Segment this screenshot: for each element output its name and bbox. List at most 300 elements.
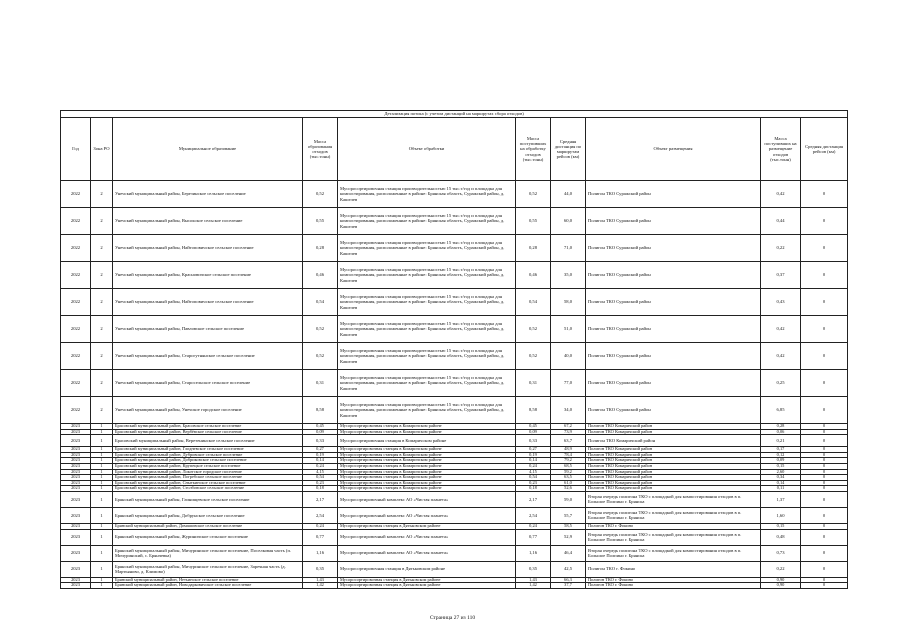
cell-avg-distance-km: 0	[801, 463, 848, 469]
cell-avg-distance-route: 55,7	[551, 507, 586, 523]
cell-avg-distance-route: 48,9	[551, 447, 586, 453]
cell-avg-distance-km: 0	[801, 316, 848, 343]
cell-mass-to-placement: 0,44	[761, 208, 801, 235]
header-mass-to-placement: Масса поступивших на размещение отходов (тыс.тонн)	[761, 118, 801, 181]
cell-mass-generated: 1,43	[303, 577, 338, 583]
table-row	[61, 529, 848, 545]
cell-municipality: Брянский муниципальный район, Добрунское сельское поселение	[113, 507, 303, 523]
cell-mass-to-placement: 1,60	[761, 507, 801, 523]
cell-avg-distance-route: 58,0	[551, 289, 586, 316]
cell-avg-distance-route: 59,2	[551, 469, 586, 475]
cell-avg-distance-route: 58,5	[551, 523, 586, 529]
cell-mass-generated: 0,77	[303, 529, 338, 545]
cell-mass-generated: 0,52	[303, 181, 338, 208]
cell-year: 2022	[61, 397, 91, 424]
cell-avg-distance-km: 0	[801, 208, 848, 235]
cell-mass-generated: 0,14	[303, 458, 338, 464]
cell-mass-to-placement: 0,73	[761, 545, 801, 561]
cell-zone: 2	[91, 370, 113, 397]
cell-placement-object: Полигон ТКО Комаричский район	[586, 447, 761, 453]
cell-mass-to-processing: 0,18	[516, 486, 551, 492]
cell-placement-object: Полигон ТКО Комаричский район	[586, 486, 761, 492]
cell-mass-generated: 0,27	[303, 447, 338, 453]
cell-mass-to-processing: 0,23	[516, 480, 551, 486]
cell-processing-object: Мусоросортировочная станция в Комаричском районе	[338, 463, 516, 469]
cell-year: 2022	[61, 235, 91, 262]
cell-mass-to-processing: 0,54	[516, 289, 551, 316]
cell-avg-distance-route: 60,0	[551, 208, 586, 235]
cell-year: 2023	[61, 429, 91, 435]
table-row	[61, 208, 848, 235]
cell-processing-object: Мусоросортировочная станция в Комаричском районе	[338, 424, 516, 430]
cell-avg-distance-km: 0	[801, 289, 848, 316]
cell-municipality: Брасовский муниципальный район, Веретенинское сельское поселение	[113, 435, 303, 447]
cell-year: 2023	[61, 507, 91, 523]
cell-processing-object: Мусоросортировочная станция производительностью 15 тыс.т/год и площадка для компостирования, расположенные в районе: Брянская область, Суражский район, д. Кашелев	[338, 208, 516, 235]
cell-municipality: Брасовский муниципальный район, Погребское сельское поселение	[113, 475, 303, 481]
cell-mass-generated: 0,28	[303, 235, 338, 262]
cell-mass-to-placement: 0,15	[761, 463, 801, 469]
header-placement-object: Объект размещения	[586, 118, 761, 181]
cell-placement-object: Полигон ТКО Суражский район	[586, 289, 761, 316]
cell-mass-to-placement: 0,37	[761, 262, 801, 289]
cell-year: 2023	[61, 491, 91, 507]
cell-avg-distance-km: 0	[801, 235, 848, 262]
header-avg-distance-km: Средняя дистанция рейсов (км)	[801, 118, 848, 181]
cell-processing-object: Мусоросортировочный комплекс АО «Чистая планета»	[338, 529, 516, 545]
cell-avg-distance-route: 67,2	[551, 424, 586, 430]
cell-mass-to-processing: 0,52	[516, 343, 551, 370]
cell-mass-to-placement: 0,90	[761, 577, 801, 583]
cell-mass-to-processing: 1,42	[516, 583, 551, 589]
cell-municipality: Брянский муниципальный район, Журиничское сельское поселение	[113, 529, 303, 545]
cell-placement-object: Вторая очередь полигона ТКО с площадкой для компостирования отходов в п. Большое Полпино г. Брянска	[586, 529, 761, 545]
cell-avg-distance-km: 0	[801, 486, 848, 492]
table-row	[61, 397, 848, 424]
cell-zone: 2	[91, 262, 113, 289]
cell-avg-distance-km: 0	[801, 262, 848, 289]
cell-mass-to-processing: 0,35	[516, 561, 551, 577]
cell-processing-object: Мусоросортировочная станция производительностью 15 тыс.т/год и площадка для компостирования, расположенные в районе: Брянская область, Суражский район, д. Кашелев	[338, 262, 516, 289]
cell-mass-generated: 0,24	[303, 523, 338, 529]
cell-municipality: Брянский муниципальный район, Нетьинское сельское поселение	[113, 577, 303, 583]
cell-municipality: Брасовский муниципальный район, Дубровское сельское поселение	[113, 452, 303, 458]
header-year: Год	[61, 118, 91, 181]
cell-mass-to-placement: 0,22	[761, 561, 801, 577]
cell-mass-to-placement: 0,12	[761, 452, 801, 458]
cell-avg-distance-route: 63,5	[551, 475, 586, 481]
cell-year: 2022	[61, 262, 91, 289]
cell-processing-object: Мусоросортировочный комплекс АО «Чистая планета»	[338, 491, 516, 507]
cell-mass-generated: 0,31	[303, 370, 338, 397]
cell-processing-object: Мусоросортировочная станция производительностью 15 тыс.т/год и площадка для компостирования, расположенные в районе: Брянская область, Суражский район, д. Кашелев	[338, 181, 516, 208]
cell-municipality: Брасовский муниципальный район, Брасовское сельское поселение	[113, 424, 303, 430]
cell-avg-distance-km: 0	[801, 397, 848, 424]
cell-placement-object: Полигон ТКО г. Фокино	[586, 577, 761, 583]
cell-mass-to-processing: 0,55	[516, 208, 551, 235]
table-row	[61, 370, 848, 397]
table-row	[61, 262, 848, 289]
cell-year: 2023	[61, 458, 91, 464]
cell-mass-to-placement: 1,37	[761, 491, 801, 507]
cell-mass-generated: 0,54	[303, 289, 338, 316]
cell-avg-distance-route: 35,0	[551, 262, 586, 289]
cell-year: 2023	[61, 545, 91, 561]
cell-mass-to-processing: 4,15	[516, 469, 551, 475]
cell-avg-distance-km: 0	[801, 529, 848, 545]
cell-avg-distance-route: 37,7	[551, 583, 586, 589]
cell-municipality: Унечский муниципальный район, Найтоповичское сельское поселение	[113, 235, 303, 262]
cell-mass-generated: 0,33	[303, 435, 338, 447]
cell-municipality: Унечский муниципальный район, Старосельское сельское поселение	[113, 370, 303, 397]
cell-processing-object: Мусоросортировочная станция в Комаричском районе	[338, 435, 516, 447]
cell-municipality: Брянский муниципальный район, Новодарковичское сельское поселение	[113, 583, 303, 589]
cell-mass-generated: 4,15	[303, 469, 338, 475]
flow-detail-table	[60, 110, 848, 589]
cell-mass-to-processing: 0,14	[516, 458, 551, 464]
cell-zone: 2	[91, 316, 113, 343]
cell-municipality: Брасовский муниципальный район, Сныткинское сельское поселение	[113, 480, 303, 486]
cell-year: 2022	[61, 343, 91, 370]
cell-placement-object: Вторая очередь полигона ТКО с площадкой для компостирования отходов в п. Большое Полпино г. Брянска	[586, 491, 761, 507]
cell-avg-distance-km: 0	[801, 424, 848, 430]
cell-avg-distance-route: 42,5	[551, 561, 586, 577]
cell-mass-to-placement: 0,42	[761, 316, 801, 343]
table-row	[61, 545, 848, 561]
cell-municipality: Брянский муниципальный район, Мичуринское сельское поселение, Поселковая часть (п. Мичуринский, с. Брянчевка)	[113, 545, 303, 561]
cell-municipality: Брасовский муниципальный район, Столбовское сельское поселение	[113, 486, 303, 492]
cell-avg-distance-km: 0	[801, 583, 848, 589]
cell-avg-distance-km: 0	[801, 545, 848, 561]
cell-municipality: Брасовский муниципальный район, Добриковское сельское поселение	[113, 458, 303, 464]
cell-processing-object: Мусоросортировочная станция производительностью 15 тыс.т/год и площадка для компостирования, расположенные в районе: Брянская область, Суражский район, д. Кашелев	[338, 235, 516, 262]
cell-zone: 1	[91, 429, 113, 435]
cell-processing-object: Мусоросортировочная станция в Дятьковском районе	[338, 583, 516, 589]
cell-mass-to-processing: 0,52	[516, 181, 551, 208]
cell-zone: 2	[91, 235, 113, 262]
cell-avg-distance-km: 0	[801, 475, 848, 481]
cell-mass-generated: 0,45	[303, 424, 338, 430]
cell-zone: 1	[91, 447, 113, 453]
cell-mass-to-placement: 0,17	[761, 447, 801, 453]
cell-avg-distance-km: 0	[801, 370, 848, 397]
cell-processing-object: Мусоросортировочный комплекс АО «Чистая планета»	[338, 507, 516, 523]
cell-placement-object: Полигон ТКО Суражский район	[586, 262, 761, 289]
table-row	[61, 343, 848, 370]
cell-avg-distance-route: 73,9	[551, 429, 586, 435]
cell-placement-object: Полигон ТКО Суражский район	[586, 343, 761, 370]
cell-avg-distance-km: 0	[801, 429, 848, 435]
cell-processing-object: Мусоросортировочная станция в Дятьковском районе	[338, 523, 516, 529]
cell-avg-distance-route: 78,4	[551, 452, 586, 458]
table-row	[61, 181, 848, 208]
cell-mass-generated: 0,52	[303, 316, 338, 343]
cell-avg-distance-route: 68,5	[551, 463, 586, 469]
cell-zone: 1	[91, 480, 113, 486]
cell-placement-object: Полигон ТКО Комаричский район	[586, 452, 761, 458]
cell-processing-object: Мусоросортировочная станция в Комаричском районе	[338, 458, 516, 464]
cell-zone: 1	[91, 435, 113, 447]
cell-mass-to-placement: 0,14	[761, 480, 801, 486]
cell-avg-distance-km: 0	[801, 561, 848, 577]
cell-placement-object: Полигон ТКО Комаричский район	[586, 463, 761, 469]
cell-mass-to-placement: 2,60	[761, 469, 801, 475]
cell-mass-to-placement: 0,42	[761, 343, 801, 370]
cell-processing-object: Мусоросортировочная станция производительностью 15 тыс.т/год и площадка для компостирования, расположенные в районе: Брянская область, Суражский район, д. Кашелев	[338, 316, 516, 343]
cell-avg-distance-route: 40,0	[551, 343, 586, 370]
cell-mass-to-placement: 0,22	[761, 235, 801, 262]
cell-mass-to-placement: 0,21	[761, 435, 801, 447]
cell-placement-object: Полигон ТКО г. Фокино	[586, 523, 761, 529]
cell-processing-object: Мусоросортировочная станция в Комаричском районе	[338, 447, 516, 453]
cell-zone: 1	[91, 583, 113, 589]
table-row	[61, 507, 848, 523]
cell-avg-distance-route: 46,4	[551, 545, 586, 561]
cell-municipality: Брасовский муниципальный район, Локотское городское поселение	[113, 469, 303, 475]
cell-mass-generated: 0,46	[303, 262, 338, 289]
table-row	[61, 491, 848, 507]
cell-placement-object: Полигон ТКО Суражский район	[586, 235, 761, 262]
cell-processing-object: Мусоросортировочная станция в Дятьковском районе	[338, 577, 516, 583]
cell-mass-generated: 0,18	[303, 486, 338, 492]
table-row	[61, 561, 848, 577]
cell-mass-to-processing: 0,09	[516, 429, 551, 435]
cell-processing-object: Мусоросортировочный комплекс АО «Чистая планета»	[338, 545, 516, 561]
cell-mass-to-processing: 0,46	[516, 262, 551, 289]
cell-year: 2022	[61, 208, 91, 235]
cell-year: 2022	[61, 289, 91, 316]
cell-zone: 2	[91, 208, 113, 235]
cell-avg-distance-km: 0	[801, 452, 848, 458]
cell-processing-object: Мусоросортировочная станция в Комаричском районе	[338, 480, 516, 486]
header-processing-object: Объект обработки	[338, 118, 516, 181]
cell-avg-distance-route: 34,0	[551, 397, 586, 424]
cell-avg-distance-km: 0	[801, 447, 848, 453]
cell-placement-object: Полигон ТКО г. Фокино	[586, 561, 761, 577]
cell-processing-object: Мусоросортировочная станция в Дятьковском районе	[338, 561, 516, 577]
cell-year: 2023	[61, 561, 91, 577]
cell-mass-generated: 0,54	[303, 475, 338, 481]
cell-year: 2023	[61, 424, 91, 430]
cell-year: 2023	[61, 469, 91, 475]
cell-mass-generated: 8,58	[303, 397, 338, 424]
table-row	[61, 435, 848, 447]
cell-avg-distance-route: 71,0	[551, 235, 586, 262]
cell-zone: 2	[91, 397, 113, 424]
cell-placement-object: Вторая очередь полигона ТКО с площадкой для компостирования отходов в п. Большое Полпино г. Брянска	[586, 507, 761, 523]
cell-zone: 2	[91, 289, 113, 316]
cell-zone: 2	[91, 181, 113, 208]
cell-avg-distance-route: 52,9	[551, 529, 586, 545]
cell-placement-object: Полигон ТКО Комаричский район	[586, 424, 761, 430]
cell-mass-to-placement: 0,06	[761, 429, 801, 435]
cell-zone: 1	[91, 486, 113, 492]
cell-municipality: Брасовский муниципальный район, Глодневское сельское поселение	[113, 447, 303, 453]
header-mass-generated: Масса образования отходов (тыс.тонн)	[303, 118, 338, 181]
cell-mass-generated: 1,16	[303, 545, 338, 561]
cell-mass-generated: 2,54	[303, 507, 338, 523]
cell-mass-to-placement: 0,43	[761, 289, 801, 316]
cell-zone: 1	[91, 463, 113, 469]
cell-zone: 1	[91, 469, 113, 475]
cell-mass-generated: 0,35	[303, 561, 338, 577]
cell-processing-object: Мусоросортировочная станция в Комаричском районе	[338, 486, 516, 492]
cell-processing-object: Мусоросортировочная станция производительностью 15 тыс.т/год и площадка для компостирования, расположенные в районе: Брянская область, Суражский район, д. Кашелев	[338, 289, 516, 316]
cell-mass-to-processing: 0,24	[516, 523, 551, 529]
cell-zone: 1	[91, 458, 113, 464]
cell-zone: 1	[91, 523, 113, 529]
cell-placement-object: Полигон ТКО г. Фокино	[586, 583, 761, 589]
cell-avg-distance-route: 61,0	[551, 480, 586, 486]
header-mass-to-processing: Масса поступивших на обработку отходов (тыс.тонн)	[516, 118, 551, 181]
cell-mass-to-processing: 0,27	[516, 447, 551, 453]
cell-processing-object: Мусоросортировочная станция в Комаричском районе	[338, 469, 516, 475]
cell-mass-generated: 0,52	[303, 343, 338, 370]
cell-mass-to-placement: 0,48	[761, 529, 801, 545]
cell-mass-to-placement: 0,90	[761, 583, 801, 589]
data-table-container	[60, 110, 847, 589]
cell-placement-object: Полигон ТКО Суражский район	[586, 397, 761, 424]
cell-year: 2023	[61, 486, 91, 492]
cell-mass-generated: 1,42	[303, 583, 338, 589]
cell-mass-generated: 0,23	[303, 480, 338, 486]
cell-mass-generated: 0,55	[303, 208, 338, 235]
cell-mass-to-processing: 1,16	[516, 545, 551, 561]
cell-avg-distance-km: 0	[801, 507, 848, 523]
table-caption: Детализация потока (с учетом дистанций на маршрутах сбора отходов)	[61, 111, 848, 118]
cell-municipality: Унечский муниципальный район, Унечское городское поселение	[113, 397, 303, 424]
cell-mass-to-placement: 0,34	[761, 475, 801, 481]
cell-mass-to-processing: 0,52	[516, 316, 551, 343]
cell-mass-to-processing: 2,17	[516, 491, 551, 507]
cell-mass-to-processing: 0,45	[516, 424, 551, 430]
cell-placement-object: Полигон ТКО Комаричский район	[586, 458, 761, 464]
cell-mass-to-processing: 0,33	[516, 435, 551, 447]
cell-municipality: Унечский муниципальный район, Березинское сельское поселение	[113, 181, 303, 208]
page-footer: Страница 27 из 110	[429, 615, 476, 621]
cell-year: 2023	[61, 583, 91, 589]
cell-avg-distance-route: 51,0	[551, 316, 586, 343]
cell-mass-to-processing: 0,77	[516, 529, 551, 545]
cell-placement-object: Полигон ТКО Суражский район	[586, 316, 761, 343]
cell-year: 2023	[61, 529, 91, 545]
header-municipality: Муниципальное образование	[113, 118, 303, 181]
cell-zone: 1	[91, 545, 113, 561]
cell-mass-to-placement: 0,11	[761, 486, 801, 492]
cell-zone: 1	[91, 561, 113, 577]
cell-municipality: Брянский муниципальный район, Домашовское сельское поселение	[113, 523, 303, 529]
cell-year: 2022	[61, 181, 91, 208]
cell-year: 2023	[61, 463, 91, 469]
cell-municipality: Унечский муниципальный район, Павловское сельское поселение	[113, 316, 303, 343]
cell-processing-object: Мусоросортировочная станция в Комаричском районе	[338, 429, 516, 435]
cell-avg-distance-km: 0	[801, 491, 848, 507]
cell-municipality: Унечский муниципальный район, Высокское сельское поселение	[113, 208, 303, 235]
cell-avg-distance-km: 0	[801, 435, 848, 447]
cell-mass-to-placement: 0,28	[761, 424, 801, 430]
table-row	[61, 289, 848, 316]
cell-mass-to-processing: 8,58	[516, 397, 551, 424]
table-row	[61, 316, 848, 343]
cell-mass-to-processing: 0,31	[516, 370, 551, 397]
cell-municipality: Унечский муниципальный район, Красновичское сельское поселение	[113, 262, 303, 289]
header-zone: Зона РО	[91, 118, 113, 181]
cell-processing-object: Мусоросортировочная станция в Комаричском районе	[338, 452, 516, 458]
cell-year: 2023	[61, 452, 91, 458]
cell-zone: 1	[91, 475, 113, 481]
header-row	[61, 118, 848, 181]
cell-mass-to-placement: 0,42	[761, 181, 801, 208]
cell-year: 2022	[61, 316, 91, 343]
cell-year: 2023	[61, 475, 91, 481]
cell-mass-to-processing: 1,43	[516, 577, 551, 583]
cell-avg-distance-route: 59,0	[551, 491, 586, 507]
cell-avg-distance-route: 66,3	[551, 577, 586, 583]
cell-mass-to-placement: 0,25	[761, 370, 801, 397]
cell-mass-to-processing: 2,54	[516, 507, 551, 523]
cell-zone: 1	[91, 452, 113, 458]
cell-zone: 1	[91, 491, 113, 507]
cell-processing-object: Мусоросортировочная станция производительностью 15 тыс.т/год и площадка для компостирования, расположенные в районе: Брянская область, Суражский район, д. Кашелев	[338, 343, 516, 370]
cell-placement-object: Полигон ТКО Комаричский район	[586, 475, 761, 481]
cell-municipality: Брасовский муниципальный район, Вербёвское сельское поселение	[113, 429, 303, 435]
cell-year: 2022	[61, 370, 91, 397]
cell-avg-distance-km: 0	[801, 577, 848, 583]
cell-placement-object: Полигон ТКО Суражский район	[586, 181, 761, 208]
cell-mass-to-processing: 0,54	[516, 475, 551, 481]
cell-placement-object: Полигон ТКО Комаричский район	[586, 469, 761, 475]
cell-zone: 2	[91, 343, 113, 370]
cell-mass-generated: 2,17	[303, 491, 338, 507]
cell-avg-distance-km: 0	[801, 480, 848, 486]
cell-year: 2023	[61, 435, 91, 447]
cell-municipality: Брасовский муниципальный район, Крупецкое сельское поселение	[113, 463, 303, 469]
cell-avg-distance-km: 0	[801, 343, 848, 370]
cell-zone: 1	[91, 529, 113, 545]
cell-placement-object: Полигон ТКО Суражский район	[586, 370, 761, 397]
cell-year: 2023	[61, 577, 91, 583]
cell-zone: 1	[91, 507, 113, 523]
cell-placement-object: Полигон ТКО Комаричский район	[586, 435, 761, 447]
cell-year: 2023	[61, 523, 91, 529]
header-avg-distance-route: Средняя дистанция по маршрутам рейсов (км)	[551, 118, 586, 181]
cell-avg-distance-route: 77,0	[551, 370, 586, 397]
cell-placement-object: Полигон ТКО Комаричский район	[586, 480, 761, 486]
cell-mass-to-placement: 0,15	[761, 523, 801, 529]
cell-zone: 1	[91, 424, 113, 430]
cell-year: 2023	[61, 447, 91, 453]
cell-year: 2023	[61, 480, 91, 486]
cell-avg-distance-km: 0	[801, 523, 848, 529]
cell-zone: 1	[91, 577, 113, 583]
cell-avg-distance-km: 0	[801, 458, 848, 464]
cell-municipality: Брянский муниципальный район, Мичуринское сельское поселение, Заречная часть (д. Мартьяново, д. Климово)	[113, 561, 303, 577]
cell-mass-to-placement: 6,85	[761, 397, 801, 424]
cell-avg-distance-route: 63,7	[551, 435, 586, 447]
cell-avg-distance-km: 0	[801, 181, 848, 208]
cell-avg-distance-route: 52,6	[551, 486, 586, 492]
cell-avg-distance-km: 0	[801, 469, 848, 475]
cell-processing-object: Мусоросортировочная станция производительностью 15 тыс.т/год и площадка для компостирования, расположенные в районе: Брянская область, Суражский район, д. Кашелев	[338, 397, 516, 424]
cell-mass-generated: 0,24	[303, 463, 338, 469]
cell-municipality: Брянский муниципальный район, Глинищевское сельское поселение	[113, 491, 303, 507]
cell-avg-distance-route: 44,0	[551, 181, 586, 208]
table-row	[61, 583, 848, 589]
cell-placement-object: Полигон ТКО Суражский район	[586, 208, 761, 235]
cell-placement-object: Полигон ТКО Комаричский район	[586, 429, 761, 435]
cell-municipality: Унечский муниципальный район, Старогутнянское сельское поселение	[113, 343, 303, 370]
cell-avg-distance-route: 79,2	[551, 458, 586, 464]
